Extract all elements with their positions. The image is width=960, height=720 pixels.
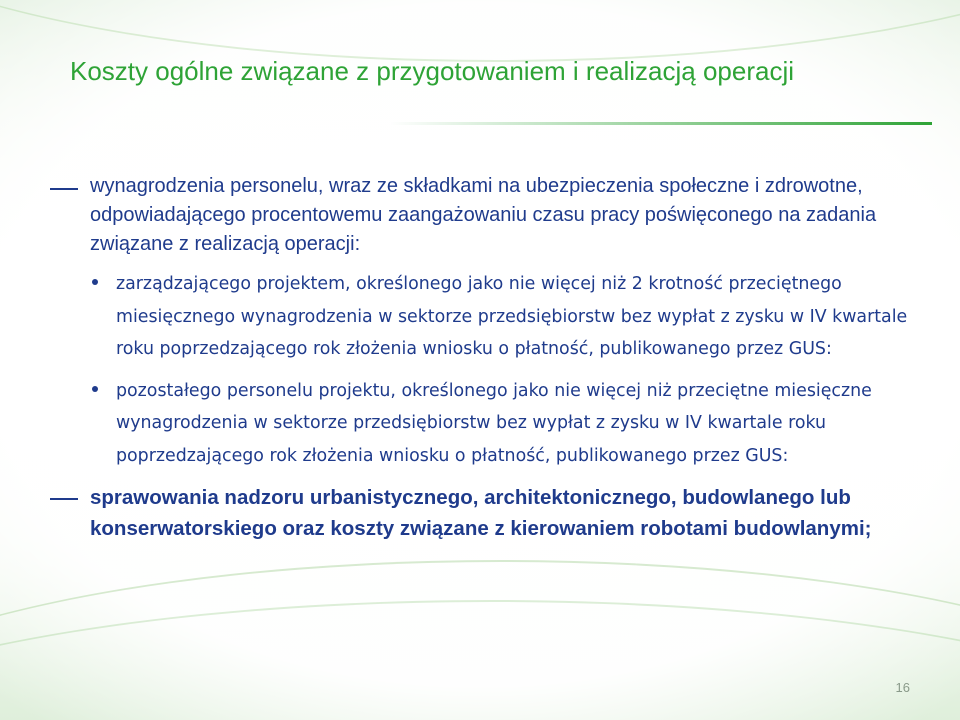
sub-list-item-text: zarządzającego projektem, określonego jako nie więcej niż 2 krotność przeciętnego miesięcznego wynagrodzenia w sektorze przedsiębiorstw bez wypłat z zysku w IV kwartale roku poprzedzającego rok złożenia wniosku o płatność, publikowanego przez GUS:: [116, 274, 908, 359]
dot-bullet-icon: [92, 279, 98, 285]
list-item-text: wynagrodzenia personelu, wraz ze składkami na ubezpieczenia społeczne i zdrowotne, odpowiadającego procentowemu zaangażowaniu czasu pracy poświęconego na zadania związane z realizacją operacji:: [90, 175, 877, 255]
list-item: [50, 172, 930, 472]
dash-bullet-icon: [50, 498, 78, 500]
list-item-text: sprawowania nadzoru urbanistycznego, architektonicznego, budowlanego lub konserwatorskiego oraz koszty związane z kierowaniem robotami budowlanymi;: [90, 486, 872, 540]
dash-bullet-icon: [50, 188, 78, 190]
sub-list-item: [50, 375, 930, 473]
slide-content: [50, 172, 930, 544]
page-number: 16: [895, 680, 910, 695]
background-swoosh: [0, 0, 960, 62]
sub-list-item: [50, 268, 930, 366]
dot-bullet-icon: [92, 386, 98, 392]
title-underline: [390, 122, 932, 125]
sub-list-item-text: pozostałego personelu projektu, określonego jako nie więcej niż przeciętne miesięczne wynagrodzenia w sektorze przedsiębiorstw bez wypłat z zysku w IV kwartale roku poprzedzającego rok złożenia wniosku o płatność, publikowanego przez GUS:: [116, 380, 872, 466]
list-item: [50, 482, 930, 544]
slide-title: Koszty ogólne związane z przygotowaniem i realizacją operacji: [70, 56, 795, 86]
